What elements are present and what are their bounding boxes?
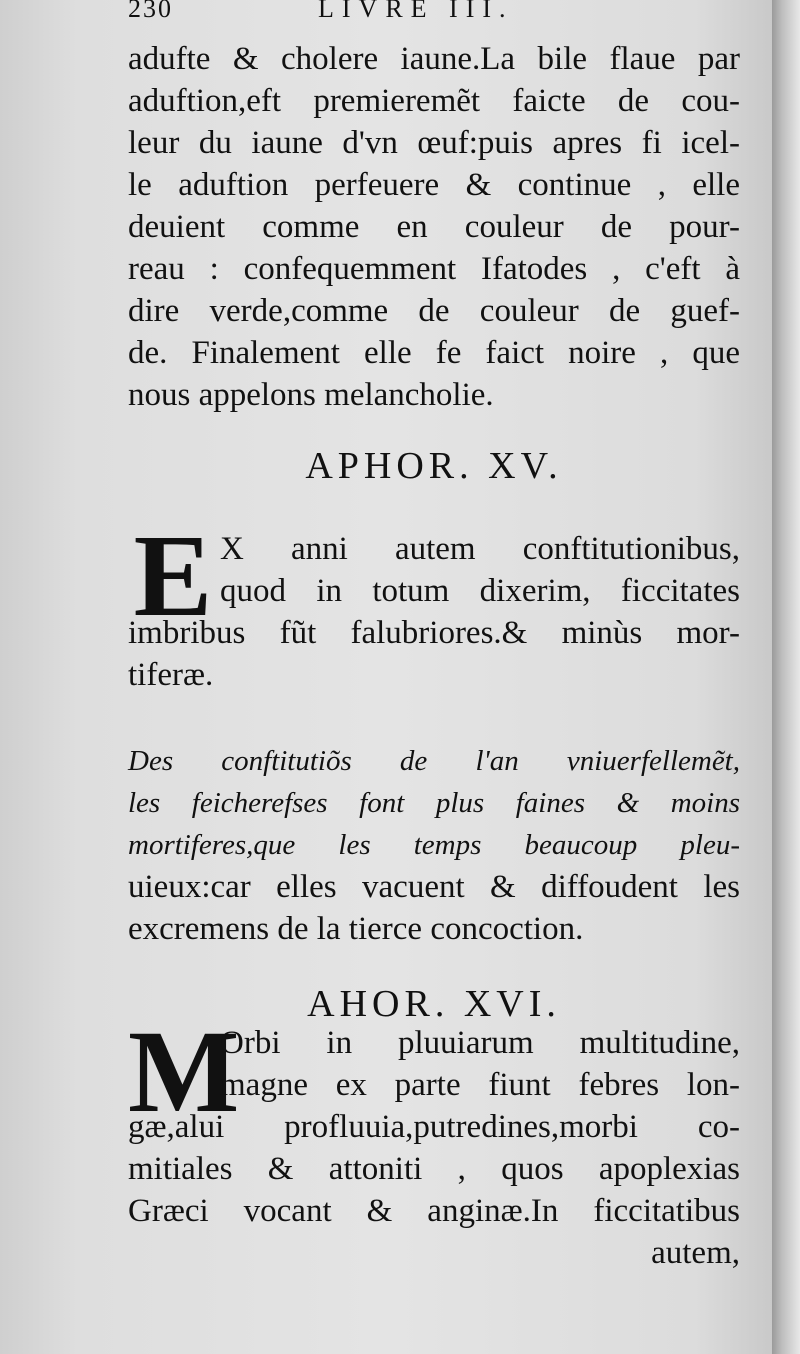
- text-line: tiferæ.: [128, 657, 214, 693]
- text-line: adufte & cholere iaune.La bile flaue par: [128, 41, 740, 77]
- text-line: les feicherefses font plus faines & moins: [128, 787, 740, 819]
- text-line: mortiferes,que les temps beaucoup pleu-: [128, 829, 740, 861]
- text-line: mitiales & attoniti , quos apoplexias: [128, 1151, 740, 1187]
- text-line: excremens de la tierce concoction.: [128, 911, 584, 947]
- text-line: nous appelons melancholie.: [128, 377, 494, 413]
- text-line: quod in totum dixerim, ficcitates: [220, 573, 740, 609]
- text-line: aduftion,eft premieremẽt faicte de cou-: [128, 83, 740, 119]
- aphorism-15-heading: APHOR. XV.: [305, 445, 563, 487]
- text-line: de. Finalement elle fe faict noire , que: [128, 335, 740, 371]
- text-line: X anni autem conftitutionibus,: [220, 531, 740, 567]
- text-line: leur du iaune d'vn œuf:puis apres fi icel-: [128, 125, 740, 161]
- text-line: reau : confequemment Ifatodes , c'eft à: [128, 251, 740, 287]
- aphorism-15-french: [128, 740, 740, 950]
- dropcap-m: M: [128, 1006, 240, 1137]
- aphorism-16-latin: [128, 1006, 740, 1274]
- page-number: 230: [128, 0, 173, 23]
- text-line: le aduftion perfeuere & continue , elle: [128, 167, 740, 203]
- text-line: magne ex parte fiunt febres lon-: [220, 1067, 740, 1103]
- text-line: deuient comme en couleur de pour-: [128, 209, 740, 245]
- aphorism-16-heading: AHOR. XVI.: [307, 983, 561, 1025]
- text-line: Græci vocant & anginæ.In ficcitatibus: [128, 1193, 740, 1229]
- paragraph-bile: [128, 38, 740, 416]
- text-line: dire verde,comme de couleur de guef-: [128, 293, 740, 329]
- catchword: autem,: [651, 1235, 740, 1271]
- text-line: Des conftitutiõs de l'an vniuerfellemẽt,: [128, 745, 740, 777]
- running-title: LIVRE III.: [318, 0, 514, 23]
- text-line: imbribus fũt falubriores.& minùs mor-: [128, 615, 740, 651]
- page-edge: [772, 0, 800, 1354]
- text-line: uieux:car elles vacuent & diffoudent les: [128, 869, 740, 905]
- text-line: Orbi in pluuiarum multitudine,: [220, 1025, 740, 1061]
- aphorism-15-latin: [128, 510, 740, 696]
- running-header: [128, 0, 728, 24]
- dropcap-e: E: [133, 510, 213, 641]
- text-line: gæ,alui profluuia,putredines,morbi co-: [128, 1109, 740, 1145]
